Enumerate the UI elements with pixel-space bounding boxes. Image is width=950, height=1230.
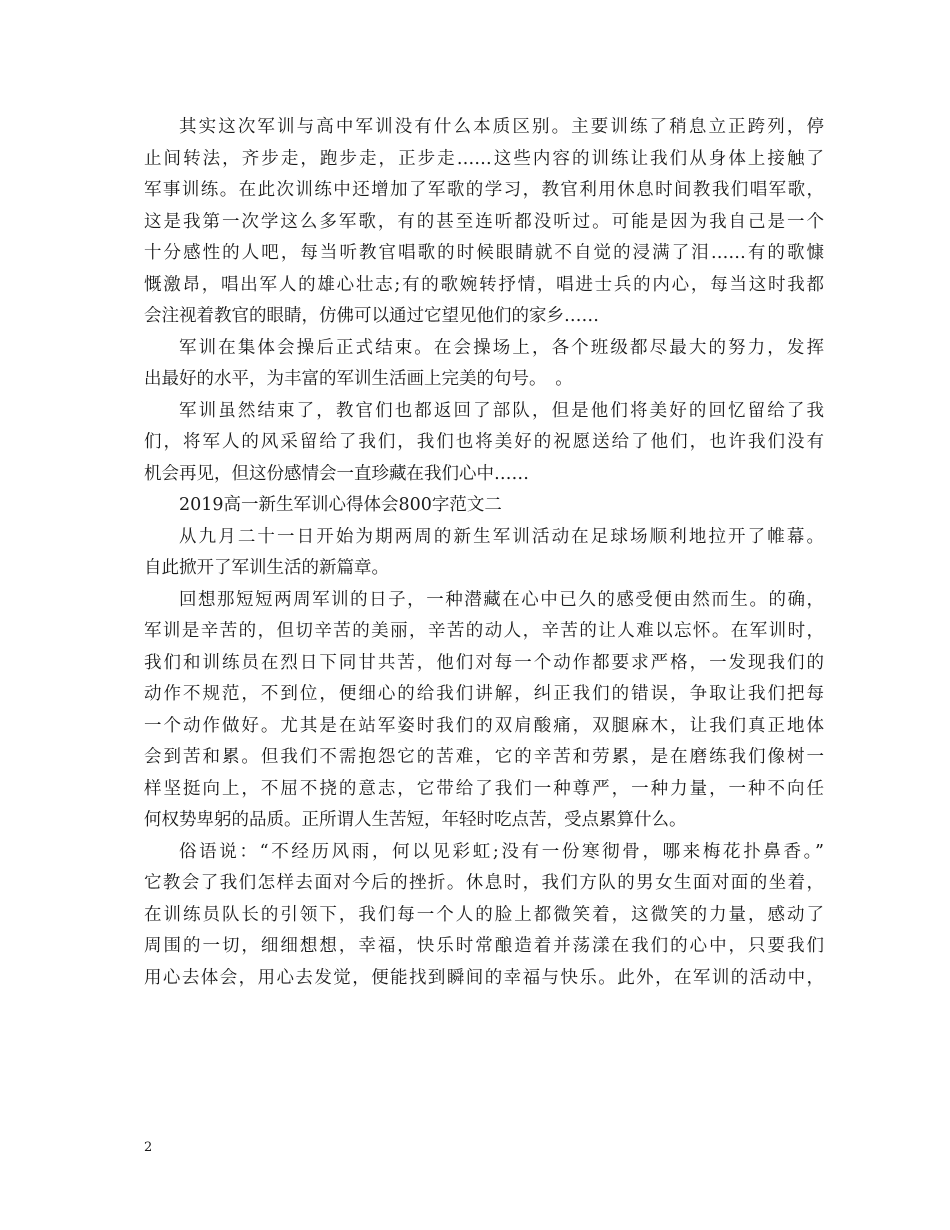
text-line: 慨激昂，唱出军人的雄心壮志;有的歌婉转抒情，唱进士兵的内心，每当这时我都 <box>144 274 824 295</box>
text-line: 机会再见，但这份感情会一直珍藏在我们心中…… <box>144 463 529 484</box>
paragraph <box>144 585 824 837</box>
text-line: 样坚挺向上，不屈不挠的意志，它带给了我们一种尊严，一种力量，一种不向任 <box>144 778 824 799</box>
text-line: 军训是辛苦的，但切辛苦的美丽，辛苦的动人，辛苦的让人难以忘怀。在军训时， <box>144 621 824 641</box>
paragraph <box>144 333 824 396</box>
text-line: 在训练员队长的引领下，我们每一个人的脸上都微笑着，这微笑的力量，感动了 <box>144 904 824 925</box>
text-line: 军训在集体会操后正式结束。在会操场上，各个班级都尽最大的努力，发挥 <box>179 337 824 358</box>
text-line: 动作不规范，不到位，便细心的给我们讲解，纠正我们的错误，争取让我们把每 <box>144 684 824 704</box>
text-line: 俗语说：“不经历风雨，何以见彩虹;没有一份寒彻骨，哪来梅花扑鼻香。” <box>179 841 824 862</box>
text-line: 其实这次军训与高中军训没有什么本质区别。主要训练了稍息立正跨列，停 <box>179 117 824 137</box>
text-line: 何权势卑躬的品质。正所谓人生苦短，年轻时吃点苦，受点累算什么。 <box>144 810 687 830</box>
paragraph <box>144 522 824 585</box>
document-body <box>144 112 824 994</box>
paragraph <box>144 837 824 995</box>
text-line: 会注视着教官的眼睛，仿佛可以通过它望见他们的家乡…… <box>144 306 599 326</box>
text-line: 一个动作做好。尤其是在站军姿时我们的双肩酸痛，双腿麻木，让我们真正地体 <box>144 715 824 736</box>
page-number: 2 <box>144 1140 153 1155</box>
section-heading <box>144 490 824 522</box>
text-line: 会到苦和累。但我们不需抱怨它的苦难，它的辛苦和劳累，是在磨练我们像树一 <box>144 747 824 767</box>
text-line: 它教会了我们怎样去面对今后的挫折。休息时，我们方队的男女生面对面的坐着， <box>144 873 824 893</box>
text-line: 十分感性的人吧，每当听教官唱歌的时候眼睛就不自觉的浸满了泪……有的歌慷 <box>144 243 824 263</box>
text-line: 这是我第一次学这么多军歌，有的甚至连听都没听过。可能是因为我自己是一个 <box>144 211 824 232</box>
text-line: 军训虽然结束了，教官们也都返回了部队，但是他们将美好的回忆留给了我 <box>179 400 824 421</box>
paragraph <box>144 112 824 333</box>
text-line: 用心去体会，用心去发觉，便能找到瞬间的幸福与快乐。此外，在军训的活动中， <box>144 967 824 988</box>
text-line: 回想那短短两周军训的日子，一种潜藏在心中已久的感受便由然而生。的确， <box>179 589 824 610</box>
text-line: 周围的一切，细细想想，幸福，快乐时常酿造着并荡漾在我们的心中，只要我们 <box>144 936 824 956</box>
text-line: 们，将军人的风采留给了我们，我们也将美好的祝愿送给了他们，也许我们没有 <box>144 432 824 452</box>
heading-text: 2019高一新生军训心得体会800字范文二 <box>179 495 502 515</box>
text-line: 军事训练。在此次训练中还增加了军歌的学习，教官利用休息时间教我们唱军歌， <box>144 180 824 200</box>
text-line: 从九月二十一日开始为期两周的新生军训活动在足球场顺利地拉开了帷幕。 <box>179 526 824 547</box>
text-line: 我们和训练员在烈日下同甘共苦，他们对每一个动作都要求严格，一发现我们的 <box>144 652 824 673</box>
text-line: 自此掀开了军训生活的新篇章。 <box>144 558 389 578</box>
text-line: 出最好的水平，为丰富的军训生活画上完美的句号。 。 <box>144 369 573 389</box>
paragraph <box>144 396 824 491</box>
text-line: 止间转法，齐步走，跑步走，正步走……这些内容的训练让我们从身体上接触了 <box>144 148 824 169</box>
